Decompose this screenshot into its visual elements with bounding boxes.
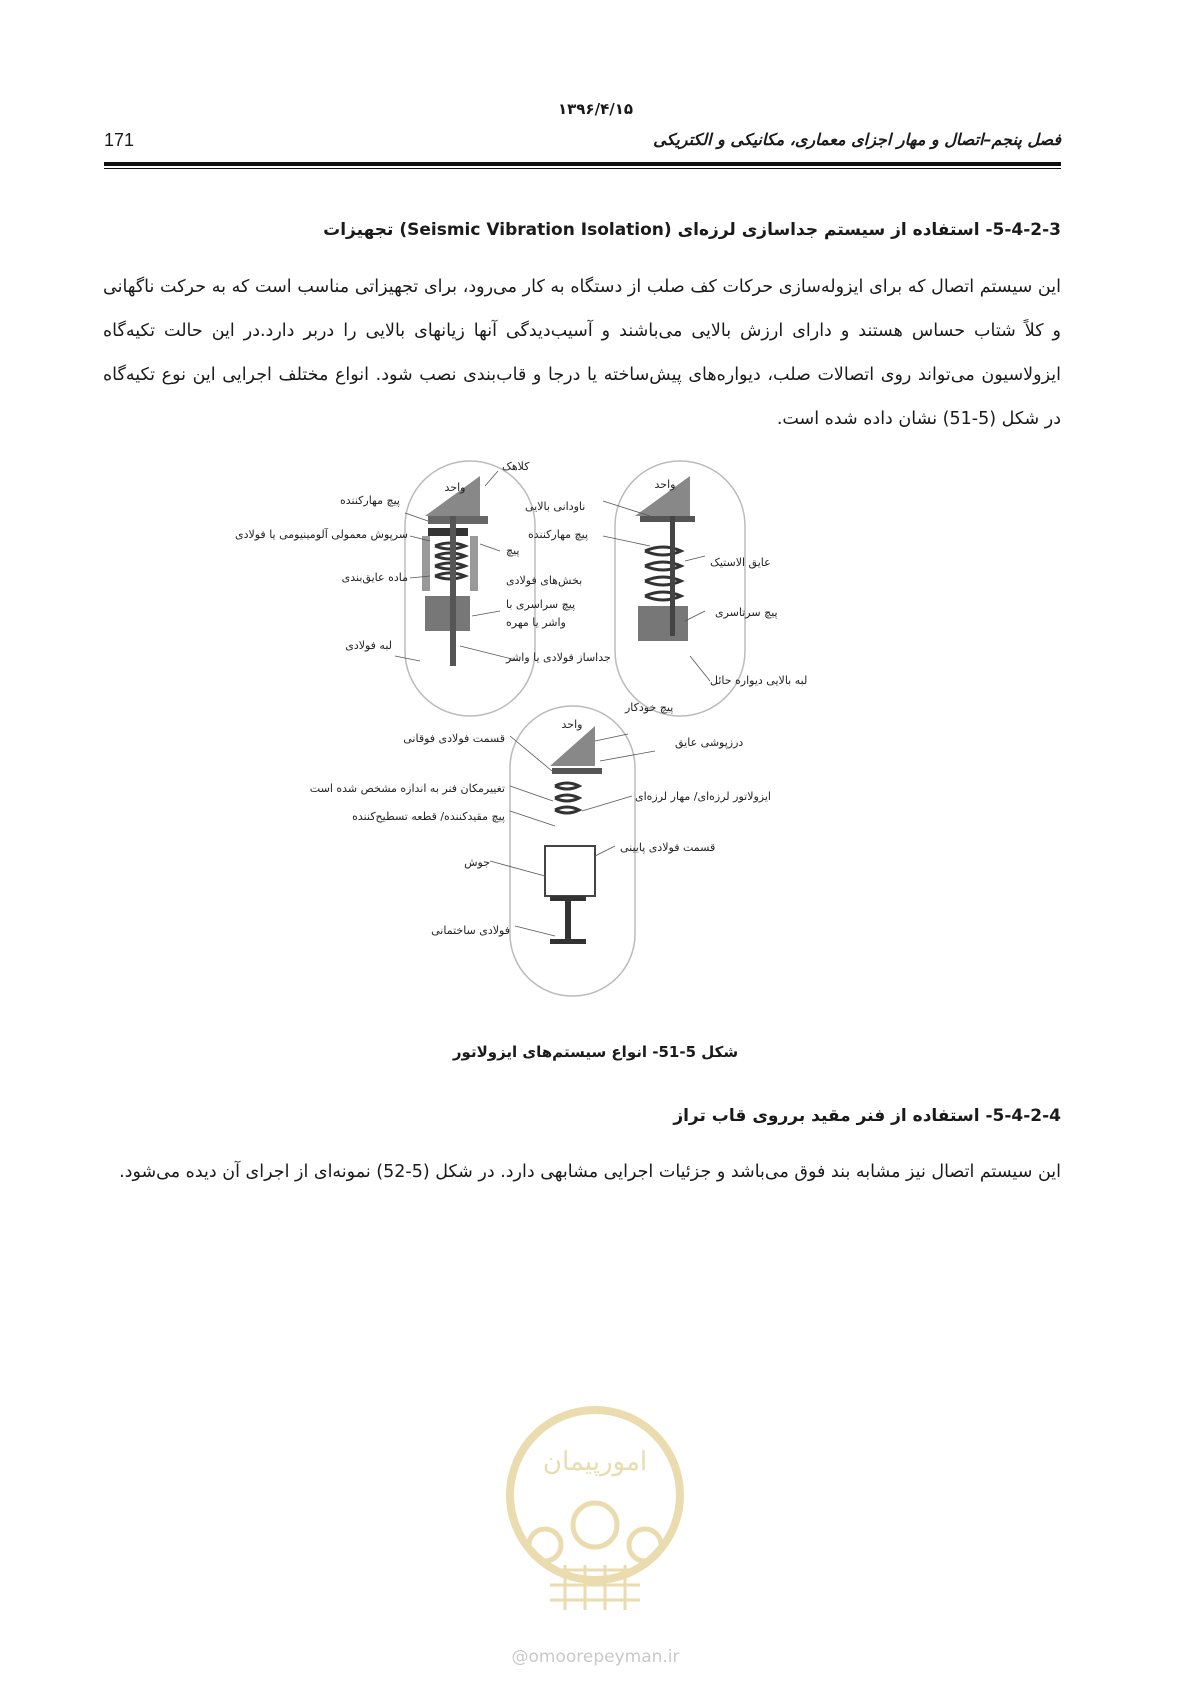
- label-bottom-weld: جوش: [464, 856, 490, 869]
- label-left-insulation: ماده عایق‌بندی: [341, 571, 408, 584]
- section-heading-4: 5-4-2-4- استفاده از فنر مقید برروی قاب تراز: [673, 1106, 1061, 1126]
- structural-beam-flange-bottom: [550, 939, 586, 944]
- bottom-lower-steel: [545, 846, 595, 896]
- left-base-block: [425, 596, 470, 631]
- chapter-title: فصل پنجم–اتصال و مهار اجزای معماری، مکانیکی و الکتریکی: [653, 130, 1061, 149]
- logo-gear-center: [573, 1503, 617, 1547]
- left-housing-l: [422, 536, 430, 591]
- label-right-elastic-insulator: عایق الاستیک: [710, 556, 771, 569]
- header-date: ۱۳۹۶/۴/۱۵: [557, 100, 634, 118]
- label-left-unit: واحد: [444, 481, 466, 494]
- header-rule-thick: [104, 162, 1061, 166]
- label-bottom-isolator: ایزولاتور لرزه‌ای/ مهار لرزه‌ای: [635, 790, 771, 803]
- label-bottom-structural-steel: فولادی ساختمانی: [431, 924, 510, 937]
- section-paragraph-3: [103, 265, 1061, 441]
- logo-graphic: [490, 1400, 700, 1630]
- section-paragraph-4: [103, 1150, 1061, 1194]
- paragraph-text: این سیستم اتصال نیز مشابه بند فوق می‌باشد و جزئیات اجرایی مشابهی دارد. در شکل (5-52) نمونه‌ای از اجرای آن دیده می‌شود.: [119, 1162, 1061, 1182]
- label-left-cover: سرپوش معمولی آلومینیومی یا فولادی: [234, 528, 408, 541]
- right-base-block: [638, 606, 688, 641]
- label-bottom-self-tapping: پیچ خودکار: [625, 701, 674, 714]
- label-bottom-leveling-bolt: پیچ مقیدکننده/ قطعه تسطیح‌کننده: [352, 810, 505, 823]
- isolator-figure: [234, 456, 910, 1006]
- label-right-wall-top: لبه بالایی دیواره حائل: [710, 674, 808, 687]
- structural-beam-web: [565, 896, 571, 941]
- bottom-upper-steel: [552, 768, 602, 774]
- page-number: 171: [104, 130, 135, 150]
- logo-grid: [550, 1565, 640, 1610]
- logo-text: امورپیمان: [542, 1447, 648, 1477]
- left-cap-plate: [428, 516, 488, 524]
- right-channel: [640, 516, 695, 522]
- figure-caption: شکل 5-51- انواع سیستم‌های ایزولاتور: [452, 1043, 739, 1061]
- logo-gear-left: [529, 1529, 561, 1561]
- left-housing-r: [470, 536, 478, 591]
- label-left-washer-nut: واشر یا مهره: [506, 616, 566, 629]
- label-left-steel-flange: لبه فولادی: [345, 639, 392, 652]
- structural-beam-flange-top: [550, 896, 586, 901]
- label-left-steel-parts: بخش‌های فولادی: [506, 574, 583, 587]
- label-left-restraint-bolt: پیچ مهارکننده: [339, 494, 400, 507]
- label-left-separator: جداساز فولادی یا واشر: [506, 651, 611, 664]
- label-left-through-bolt: پیچ سراسری با: [506, 598, 576, 611]
- label-right-unit: واحد: [654, 478, 676, 491]
- isolator-diagram: [234, 456, 910, 1006]
- label-cap: کلاهک: [502, 460, 530, 473]
- label-right-full-bolt: پیچ سرتاسری: [715, 606, 778, 619]
- right-bolt: [670, 516, 675, 636]
- logo-gear-right: [629, 1529, 661, 1561]
- logo-ring: [510, 1410, 680, 1580]
- label-bottom-unit: واحد: [561, 718, 583, 731]
- label-bottom-insulator-cap: درزپوشی عایق: [675, 736, 744, 749]
- label-bottom-lower-steel: قسمت فولادی پایینی: [620, 841, 716, 854]
- section-heading-3: 5-4-2-3- استفاده از سیستم جداسازی لرزه‌ای (Seismic Vibration Isolation) تجهیزات: [323, 220, 1061, 240]
- label-left-bolt: پیچ: [506, 544, 520, 557]
- paragraph-text: این سیستم اتصال که برای ایزوله‌سازی حرکات کف صلب از دستگاه به کار می‌رود، برای تجهیزاتی مناسب است که به حرکت ناگهانی و کلاً شتاب حساس هستند و دارای ارزش بالایی می‌باشند و آسیب‌دیدگی آنها زیانهای بالایی را دربر دارد.در این حالت تکیه‌گاه ایزولاسیون می‌تواند روی اتصالات صلب، دیواره‌های پیش‌ساخته یا درجا و قاب‌بندی نصب شود. انواع مختلف اجرایی این نوع تکیه‌گاه در شکل (5-51) نشان داده شده است.: [103, 277, 1061, 429]
- header-rule-thin: [104, 168, 1061, 169]
- watermark-url: @omoorepeyman.ir: [511, 1647, 680, 1667]
- label-right-upper-channel: ناودانی بالایی: [525, 500, 586, 513]
- label-right-restraint-bolt: پیچ مهارکننده: [528, 528, 589, 541]
- left-through-bolt: [450, 516, 456, 666]
- left-restraint-bar: [428, 528, 468, 536]
- watermark-logo: [490, 1400, 700, 1630]
- label-bottom-spring-offset: تغییرمکان فنر به اندازه مشخص شده است: [309, 782, 505, 795]
- label-bottom-upper-steel: قسمت فولادی فوقانی: [403, 732, 505, 745]
